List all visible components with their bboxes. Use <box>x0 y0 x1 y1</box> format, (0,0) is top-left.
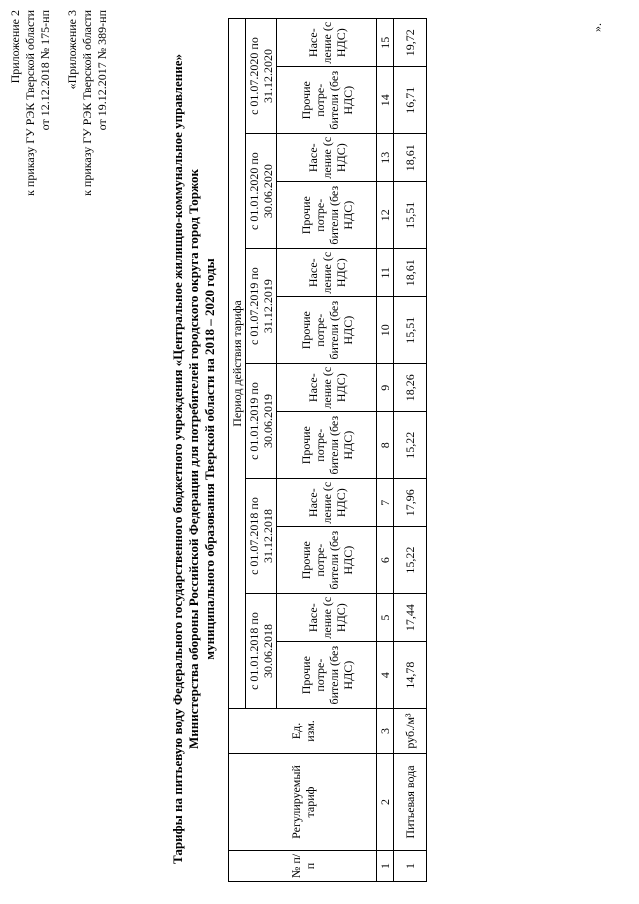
header-tariff: Регулируемый тариф <box>229 754 377 851</box>
row-unit: руб./м³ <box>394 709 427 754</box>
appendix-line: от 12.12.2018 № 175-нп <box>38 10 52 131</box>
subheader-other: Прочие потре- бители (без НДС) <box>277 412 377 479</box>
tariff-value: 18,26 <box>394 364 427 412</box>
column-number-row <box>377 19 394 882</box>
column-number: 12 <box>377 182 394 249</box>
header-no: № п/п <box>229 851 377 882</box>
column-number: 6 <box>377 527 394 594</box>
column-number: 11 <box>377 249 394 297</box>
tariff-value: 17,44 <box>394 594 427 642</box>
column-number: 13 <box>377 134 394 182</box>
column-number: 5 <box>377 594 394 642</box>
tariff-value: 14,78 <box>394 642 427 709</box>
column-number: 15 <box>377 19 394 67</box>
subheader-other: Прочие потре- бители (без НДС) <box>277 67 377 134</box>
tariff-value: 15,22 <box>394 527 427 594</box>
period-header: с 01.07.2018 по 31.12.2018 <box>246 479 277 594</box>
subheader-other: Прочие потре- бители (без НДС) <box>277 527 377 594</box>
tariff-value: 19,72 <box>394 19 427 67</box>
tariff-value: 16,71 <box>394 67 427 134</box>
column-number: 14 <box>377 67 394 134</box>
tariff-value: 18,61 <box>394 249 427 297</box>
appendix-line: «Приложение 3 <box>65 10 79 90</box>
period-header: с 01.07.2020 по 31.12.2020 <box>246 19 277 134</box>
period-header: с 01.07.2019 по 31.12.2019 <box>246 249 277 364</box>
title-line: Министерства обороны Российской Федерации для потребителей городского округа город Торжок <box>186 168 201 750</box>
column-number: 10 <box>377 297 394 364</box>
header-period: Период действия тарифа <box>229 19 246 709</box>
appendix-line: к приказу ГУ РЭК Тверской области <box>80 10 94 196</box>
appendix-line: к приказу ГУ РЭК Тверской области <box>23 10 37 196</box>
header-unit: Ед. изм. <box>229 709 377 754</box>
subheader-population: Насе- ление (с НДС) <box>277 249 377 297</box>
subheader-population: Насе- ление (с НДС) <box>277 134 377 182</box>
subheader-other: Прочие потре- бители (без НДС) <box>277 297 377 364</box>
appendix-line: Приложение 2 <box>8 10 22 84</box>
column-number: 9 <box>377 364 394 412</box>
table-row <box>394 19 427 882</box>
column-number: 8 <box>377 412 394 479</box>
period-header: с 01.01.2019 по 30.06.2019 <box>246 364 277 479</box>
column-number: 7 <box>377 479 394 527</box>
subheader-population: Насе- ление (с НДС) <box>277 479 377 527</box>
subheader-population: Насе- ление (с НДС) <box>277 594 377 642</box>
tariff-table <box>228 18 427 882</box>
document-title <box>170 54 218 864</box>
subheader-population: Насе- ление (с НДС) <box>277 364 377 412</box>
column-number: 4 <box>377 642 394 709</box>
subheader-other: Прочие потре- бители (без НДС) <box>277 182 377 249</box>
appendix-line: от 19.12.2017 № 389-нп <box>95 10 109 131</box>
tariff-value: 15,22 <box>394 412 427 479</box>
tariff-value: 15,51 <box>394 182 427 249</box>
tariff-value: 15,51 <box>394 297 427 364</box>
closing-mark: ». <box>590 23 604 32</box>
row-tariff: Питьевая вода <box>394 754 427 851</box>
tariff-value: 18,61 <box>394 134 427 182</box>
column-number: 1 <box>377 851 394 882</box>
row-number: 1 <box>394 851 427 882</box>
column-number: 3 <box>377 709 394 754</box>
subheader-population: Насе- ление (с НДС) <box>277 19 377 67</box>
appendix-reference <box>8 10 110 196</box>
period-header: с 01.01.2020 по 30.06.2020 <box>246 134 277 249</box>
period-header: с 01.01.2018 по 30.06.2018 <box>246 594 277 709</box>
title-line: Тарифы на питьевую воду Федерального государственного бюджетного учреждения «Центральное жилищно-коммунальное управление» <box>170 54 185 864</box>
subheader-other: Прочие потре- бители (без НДС) <box>277 642 377 709</box>
column-number: 2 <box>377 754 394 851</box>
tariff-value: 17,96 <box>394 479 427 527</box>
title-line: муниципального образования Тверской области на 2018 – 2020 годы <box>202 258 217 660</box>
